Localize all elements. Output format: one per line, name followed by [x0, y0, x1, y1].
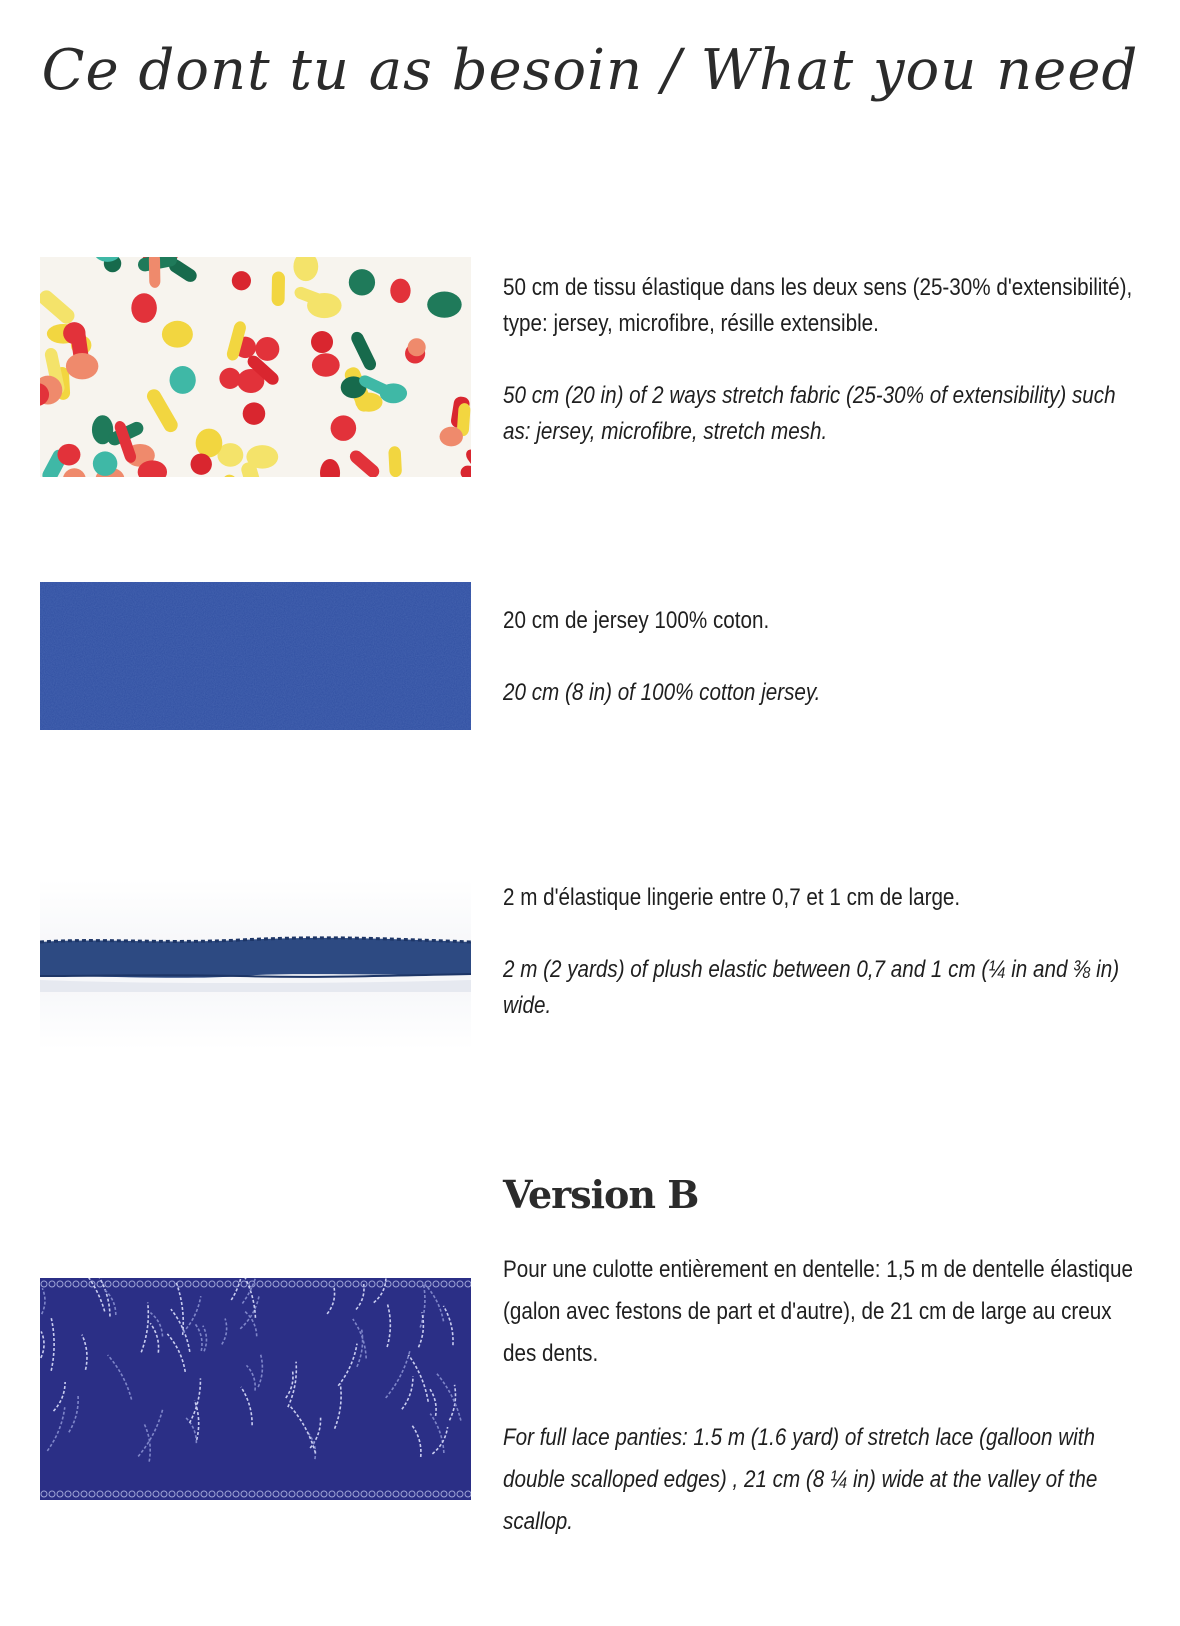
blue-cotton-jersey-swatch — [40, 582, 471, 730]
item-fr-text: 20 cm de jersey 100% coton. — [503, 607, 770, 634]
vegetable-motif — [162, 321, 193, 348]
vegetable-motif — [219, 368, 240, 389]
item-en-text: For full lace panties: 1.5 m (1.6 yard) of stretch lace (galloon with double scalloped edges) , 21 cm (8 ¼ in) wide at the valley of the scallop. — [503, 1424, 1098, 1535]
vegetable-motif — [390, 279, 410, 303]
printed-vegetable-fabric-swatch — [40, 257, 471, 477]
vegetable-motif — [57, 444, 80, 466]
vegetable-motif — [66, 353, 98, 379]
vegetable-motif — [388, 446, 402, 477]
item-stretch-lace — [503, 1249, 1143, 1543]
vegetable-motif — [131, 293, 157, 323]
vegetable-motif — [331, 415, 357, 441]
page-title: Ce dont tu as besoin / What you need — [41, 38, 1139, 103]
item-en-text: 2 m (2 yards) of plush elastic between 0,7 and 1 cm (¼ in and ⅜ in) wide. — [503, 956, 1120, 1019]
vegetable-motif — [312, 353, 340, 377]
item-fr-text: 2 m d'élastique lingerie entre 0,7 et 1 cm de large. — [503, 884, 961, 911]
vegetable-motif — [232, 271, 251, 290]
vegetable-motif — [440, 427, 463, 447]
item-stretch-fabric — [503, 270, 1143, 450]
vegetable-motif — [246, 445, 278, 469]
item-plush-elastic — [503, 880, 1143, 1024]
vegetable-motif — [255, 337, 279, 361]
item-cotton-jersey — [503, 603, 1143, 711]
vegetable-motif — [243, 402, 266, 425]
vegetable-motif — [380, 383, 407, 403]
blue-stretch-lace-swatch — [40, 1278, 471, 1500]
vegetable-motif — [93, 451, 117, 475]
vegetable-motif — [349, 269, 375, 295]
vegetable-motif — [170, 366, 196, 394]
item-fr-text: Pour une culotte entièrement en dentelle: 1,5 m de dentelle élastique (galon avec festons de part et d'autre), de 21 cm de large au creux des dents. — [503, 1256, 1133, 1367]
item-en-text: 50 cm (20 in) of 2 ways stretch fabric (25-30% of extensibility) such as: jersey, microfibre, stretch mesh. — [503, 382, 1116, 445]
version-b-heading: Version B — [503, 1172, 699, 1217]
vegetable-motif — [196, 429, 223, 458]
vegetable-motif — [149, 257, 161, 288]
vegetable-motif — [427, 291, 461, 317]
blue-plush-elastic-swatch — [40, 880, 471, 1050]
item-fr-text: 50 cm de tissu élastique dans les deux sens (25-30% d'extensibilité), type: jersey, microfibre, résille extensible. — [503, 274, 1133, 337]
item-en-text: 20 cm (8 in) of 100% cotton jersey. — [503, 679, 821, 706]
vegetable-motif — [271, 271, 285, 306]
vegetable-motif — [408, 338, 426, 356]
vegetable-motif — [311, 331, 333, 353]
vegetable-motif — [191, 453, 212, 474]
